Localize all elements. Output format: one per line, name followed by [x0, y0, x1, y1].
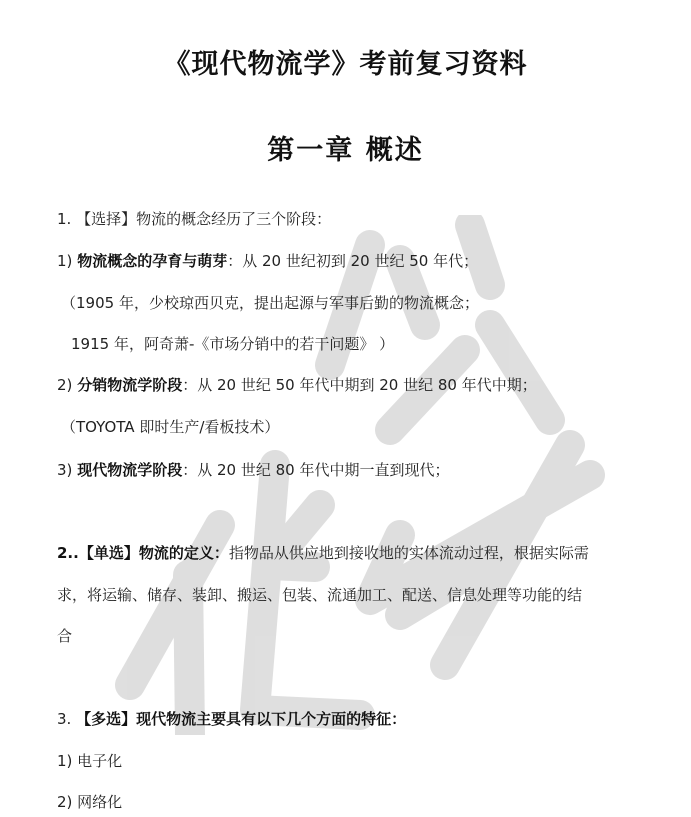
q1-stage-1-term: 物流概念的孕育与萌芽 [77, 252, 228, 270]
q1-stage-3-number: 3) [57, 461, 73, 479]
q1-stage-1 [57, 251, 478, 271]
q1-stage-2-number: 2) [57, 376, 73, 394]
q1-stage-2-period: ：从 20 世纪 50 年代中期到 20 世纪 80 年代中期； [182, 376, 537, 394]
q1-stage-3 [57, 460, 449, 480]
q3-number: 3. [57, 710, 72, 728]
q3-item-2: 2) 网络化 [57, 793, 123, 811]
q1-stage-1-note-1: （1905 年，少校琼西贝克，提出起源与军事后勤的物流概念； [61, 294, 479, 312]
q2-definition-start: 指物品从供应地到接收地的实体流动过程，根据实际需 [228, 544, 589, 562]
q1-stage-3-period: ：从 20 世纪 80 年代中期一直到现代； [182, 461, 450, 479]
question-2-line-3: 合 [57, 627, 73, 645]
q1-stage-2 [57, 375, 537, 395]
q1-stage-2-note: （TOYOTA 即时生产/看板技术） [61, 418, 280, 436]
q1-stage-1-number: 1) [57, 252, 73, 270]
question-2-line-1 [57, 543, 589, 563]
q1-stage-3-term: 现代物流学阶段 [77, 461, 183, 479]
q1-stage-1-note-2: 1915 年，阿奇萧-《市场分销中的若干问题》 ） [71, 335, 395, 353]
question-1-heading: 1. 【选择】物流的概念经历了三个阶段： [57, 210, 332, 228]
document-title: 《现代物流学》考前复习资料 [163, 49, 528, 80]
question-2-line-2: 求，将运输、储存、装卸、搬运、包装、流通加工、配送、信息处理等功能的结 [57, 586, 583, 604]
q3-item-1: 1) 电子化 [57, 752, 123, 770]
q2-term: 2..【单选】物流的定义： [57, 544, 229, 562]
q1-stage-2-term: 分销物流学阶段 [77, 376, 183, 394]
q1-stage-1-period: ：从 20 世纪初到 20 世纪 50 年代； [227, 252, 479, 270]
question-3-heading [57, 709, 406, 729]
chapter-heading: 第一章 概述 [267, 135, 424, 166]
q3-title: 【多选】现代物流主要具有以下几个方面的特征： [76, 710, 407, 728]
